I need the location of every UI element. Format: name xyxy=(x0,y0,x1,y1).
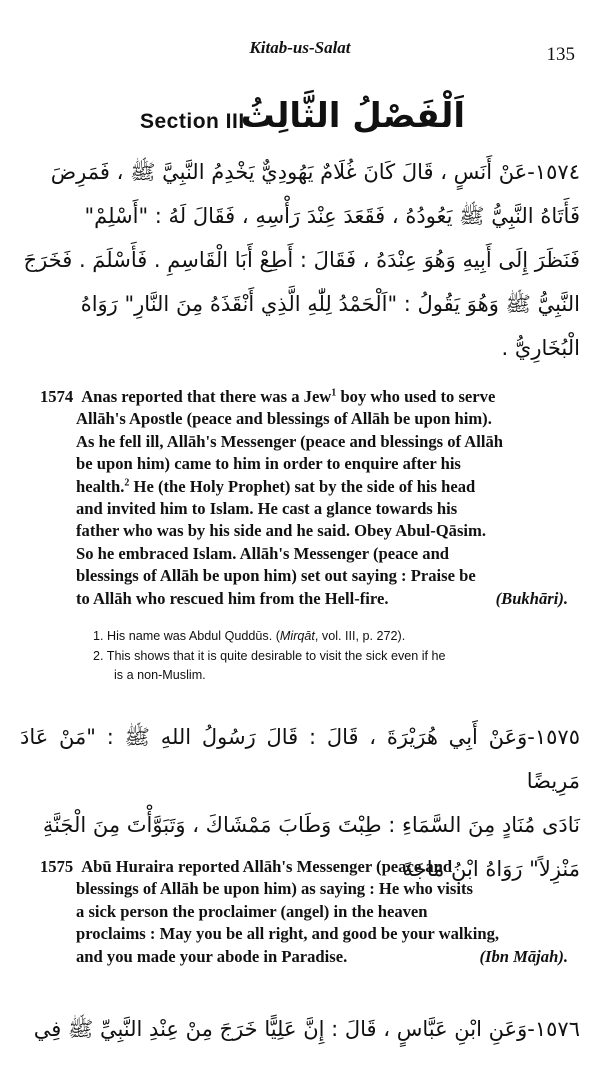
hadith-text: and you made your abode in Paradise. xyxy=(76,946,348,966)
footnote-2-continued: is a non-Muslim. xyxy=(114,668,206,682)
running-title: Kitab-us-Salat xyxy=(249,38,351,57)
hadith-number: 1575 xyxy=(40,857,74,876)
hadith-line xyxy=(40,856,568,878)
hadith-text: reported Allāh's Messenger (peace and xyxy=(173,857,453,876)
page-number: 135 xyxy=(546,44,575,65)
hadith-line: be upon him) came to him in order to enquire after his xyxy=(76,454,461,474)
footnote-1 xyxy=(93,627,573,647)
hadith-text: health. xyxy=(76,476,125,496)
hadith-line xyxy=(40,476,568,498)
source-reference: (Bukhāri). xyxy=(495,588,568,608)
hadith-1575-translation xyxy=(40,856,568,968)
hadith-line xyxy=(40,946,568,968)
hadith-line xyxy=(40,386,568,408)
footnote-text: , vol. III, p. 272). xyxy=(314,629,406,643)
hadith-line: father who was by his side and he said. Obey Abul-Qāsim. xyxy=(76,521,487,541)
section-arabic-title: اَلْفَصْلُ الثَّالِثُ xyxy=(240,96,465,136)
hadith-text: reported that there was a Jew xyxy=(117,387,332,406)
footnote-marker: 1 xyxy=(331,387,337,399)
footnote-marker: 2 xyxy=(124,477,130,489)
narrator: Anas xyxy=(81,387,118,406)
hadith-line: Allāh's Apostle (peace and blessings of Allāh be upon him). xyxy=(76,409,492,429)
narrator: Abū Huraira xyxy=(81,857,174,876)
arabic-text-1576: ١٥٧٦-وَعَنِ ابْنِ عَبَّاسٍ ، قَالَ : إِنَّ عَلِيًّا خَرَجَ مِنْ عِنْدِ النَّبِيِّ ﷺ فِي xyxy=(33,1017,580,1041)
footnote-text: 1. His name was Abdul Quddūs. ( xyxy=(93,629,280,643)
source-reference: (Ibn Mājah). xyxy=(479,946,568,966)
footnote-reference: Mirqāt xyxy=(279,629,315,643)
hadith-line: blessings of Allāh be upon him) set out saying : Praise be xyxy=(76,566,476,586)
footnotes xyxy=(93,627,573,686)
hadith-line xyxy=(40,588,568,610)
hadith-line: blessings of Allāh be upon him) as saying : He who visits xyxy=(76,879,473,899)
hadith-1574-translation xyxy=(40,386,568,610)
footnote-2: 2. This shows that it is quite desirable to visit the sick even if he xyxy=(93,648,446,663)
hadith-line: and invited him to Islam. He cast a glance towards his xyxy=(76,499,458,519)
hadith-text: boy who used to serve xyxy=(336,387,496,406)
hadith-line: As he fell ill, Allāh's Messenger (peace and blessings of Allāh xyxy=(76,431,504,451)
hadith-line: a sick person the proclaimer (angel) in the heaven xyxy=(76,901,428,921)
hadith-number: 1574 xyxy=(40,387,74,406)
hadith-text: to Allāh who rescued him from the Hell-fire. xyxy=(76,588,389,608)
hadith-line: proclaims : May you be all right, and good be your walking, xyxy=(76,924,500,944)
hadith-text: He (the Holy Prophet) sat by the side of his head xyxy=(129,476,476,496)
section-title: Section III xyxy=(140,110,245,133)
hadith-line: So he embraced Islam. Allāh's Messenger (peace and xyxy=(76,543,450,563)
arabic-text-1574: ١٥٧٤-عَنْ أَنَسٍ ، قَالَ كَانَ غُلَامٌ يَهُودِيٌّ يَخْدِمُ النَّبِيَّ ﷺ ، فَمَرِضَ فَأَتَاهُ النَّبِيُّ ﷺ يَعُودُهُ ، فَقَعَدَ عِنْدَ رَأْسِهِ ، فَقَالَ لَهُ : "أَسْلِمْ" فَنَظَرَ إِلَى أَبِيهِ وَهُوَ عِنْدَهُ ، فَقَالَ : أَطِعْ أَبَا الْقَاسِمِ . فَأَسْلَمَ . فَخَرَجَ النَّبِيُّ ﷺ وَهُوَ يَقُولُ : "اَلْحَمْدُ لِلّٰهِ الَّذِي أَنْقَذَهُ مِنَ النَّارِ" رَوَاهُ الْبُخَارِيُّ . xyxy=(23,160,580,360)
arabic-text-1575: ١٥٧٥-وَعَنْ أَبِي هُرَيْرَةَ ، قَالَ : قَالَ رَسُولُ اللهِ ﷺ : "مَنْ عَادَ مَرِيضًا نَادَى مُنَادٍ مِنَ السَّمَاءِ : طِبْتَ وَطَابَ مَمْشَاكَ ، وَتَبَوَّأْتَ مِنَ الْجَنَّةِ مَنْزِلاً" رَوَاهُ ابْنُ مَاجَةَ xyxy=(20,725,580,881)
